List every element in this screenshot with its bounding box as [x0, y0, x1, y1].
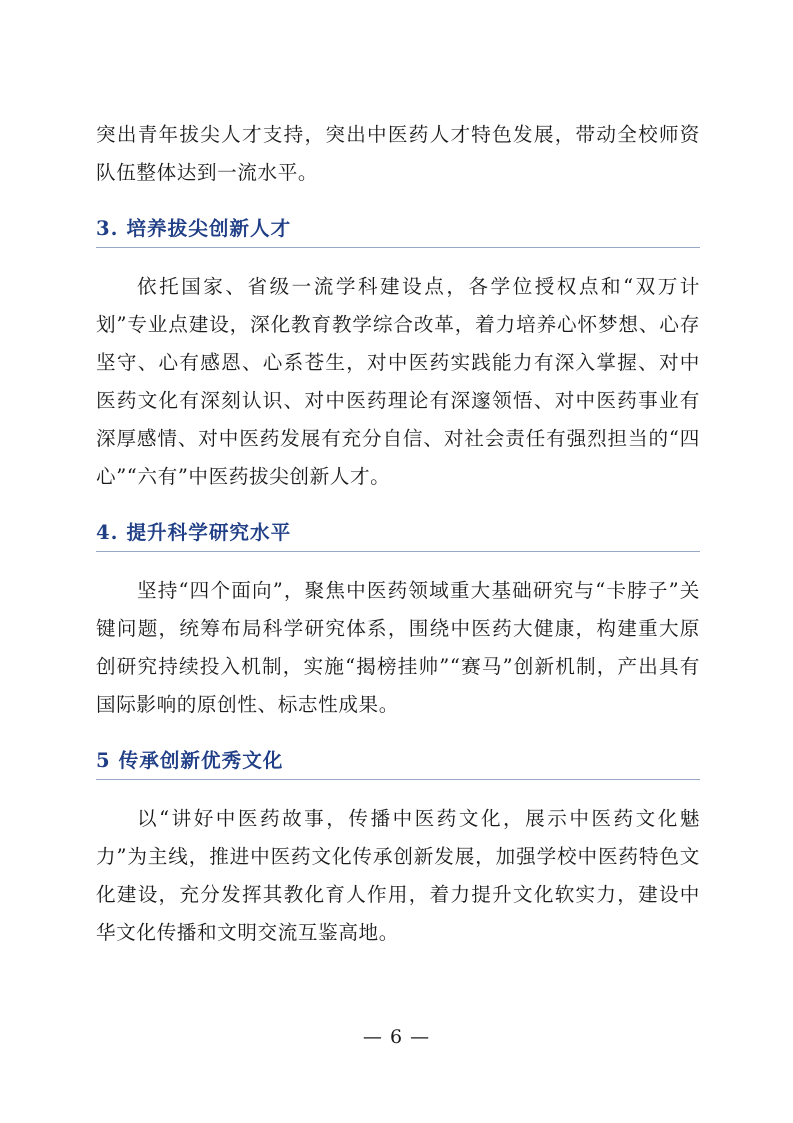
section-number: 5 — [96, 749, 111, 772]
section-heading-4 — [96, 518, 700, 552]
section-body-3: 依托国家、省级一流学科建设点，各学位授权点和“双万计划”专业点建设，深化教育教学综合改革，着力培养心怀梦想、心存坚守、心有感恩、心系苍生，对中医药实践能力有深入掌握、对中医药文化有深刻认识、对中医药理论有深邃领悟、对中医药事业有深厚感情、对中医药发展有充分自信、对社会责任有强烈担当的“四心”“六有”中医药拔尖创新人才。 — [96, 275, 700, 488]
section-body-4: 坚持“四个面向”，聚焦中医药领域重大基础研究与“卡脖子”关键问题，统筹布局科学研究体系，围绕中医药大健康，构建重大原创研究持续投入机制，实施“揭榜挂帅”“赛马”创新机制，产出具有国际影响的原创性、标志性成果。 — [96, 579, 700, 716]
section-title: 传承创新优秀文化 — [118, 749, 284, 772]
section-heading-5 — [96, 746, 700, 780]
section-title: 培养拔尖创新人才 — [126, 217, 292, 240]
section-number: 3. — [96, 217, 119, 240]
section-title: 提升科学研究水平 — [126, 521, 292, 544]
section-heading-3 — [96, 214, 700, 248]
page-content — [96, 116, 700, 952]
page-number: — 6 — — [362, 1026, 431, 1048]
section-body-5: 以“讲好中医药故事，传播中医药文化，展示中医药文化魅力”为主线，推进中医药文化传承创新发展，加强学校中医药特色文化建设，充分发挥其教化育人作用，着力提升文化软实力，建设中华文化传播和文明交流互鉴高地。 — [96, 807, 700, 944]
section-number: 4. — [96, 521, 119, 544]
intro-paragraph: 突出青年拔尖人才支持，突出中医药人才特色发展，带动全校师资队伍整体达到一流水平。 — [96, 123, 700, 184]
